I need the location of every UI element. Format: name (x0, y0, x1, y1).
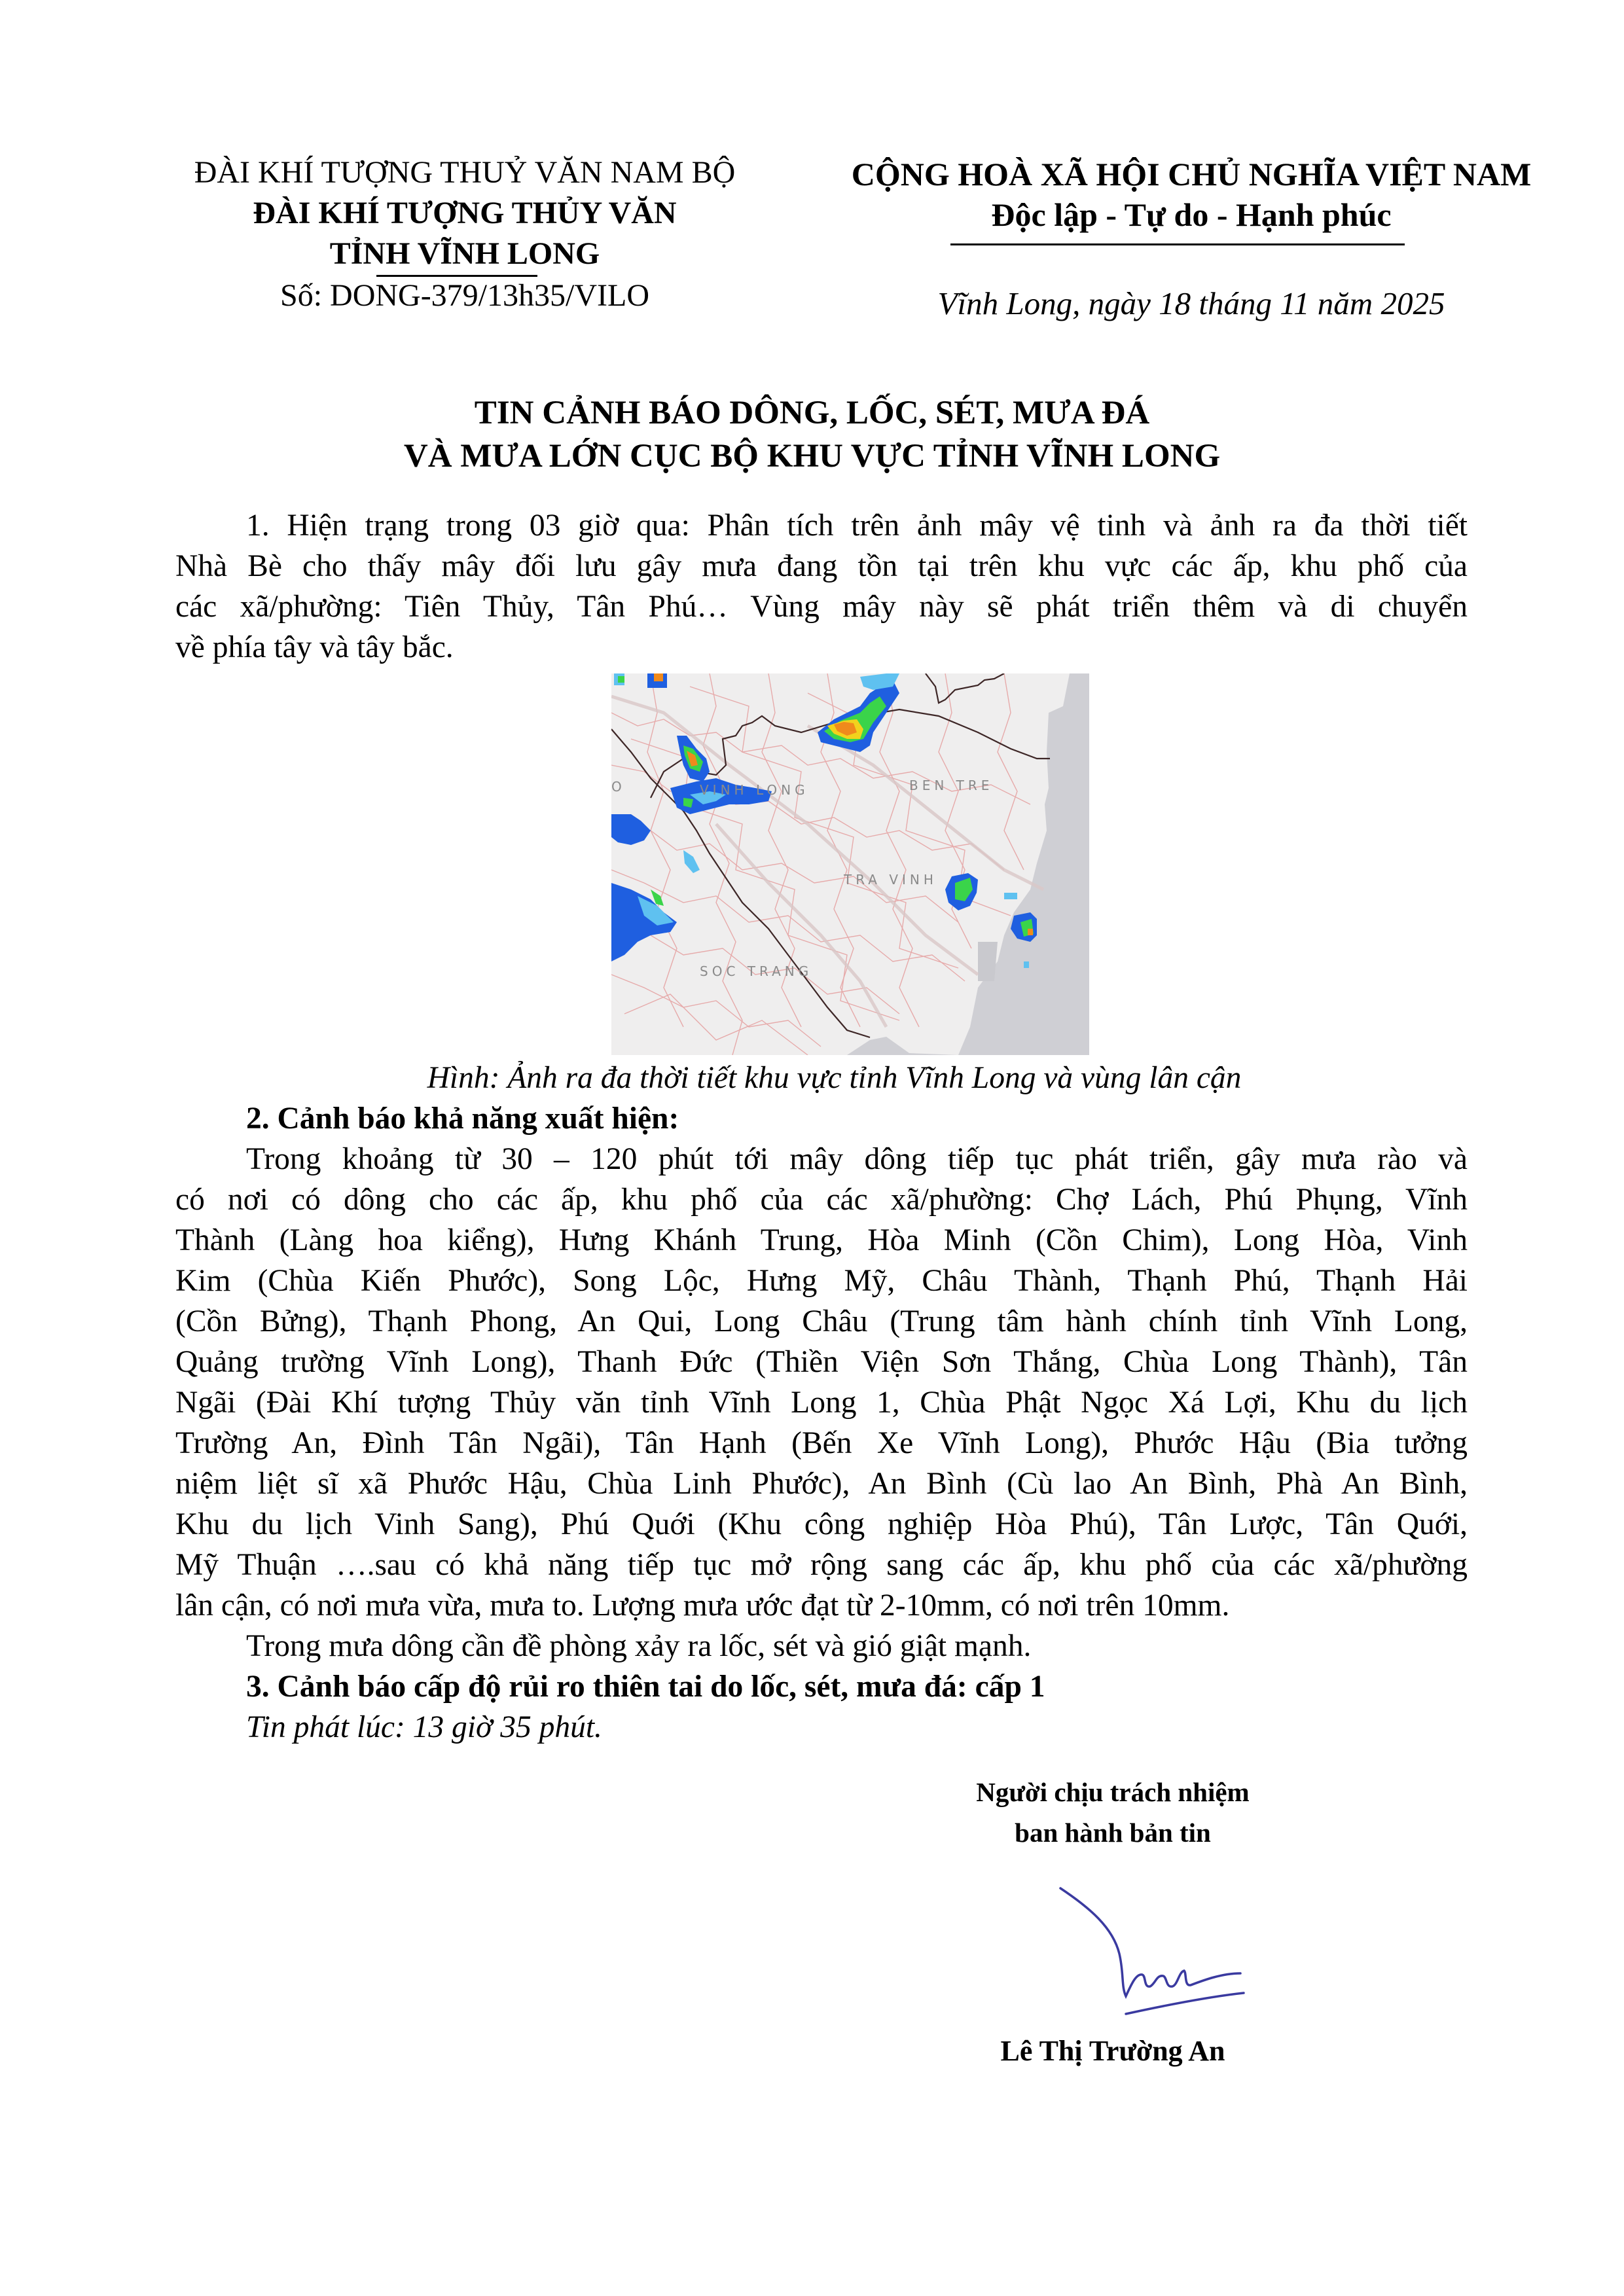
document-number: Số: DONG-379/13h35/VILO (280, 278, 649, 313)
document-title-line2: VÀ MƯA LỚN CỤC BỘ KHU VỰC TỈNH VĨNH LONG (403, 438, 1221, 475)
section-2-warning-body (175, 1139, 1468, 1626)
map-label-ben-tre: BEN TRE (909, 778, 994, 793)
section-1-line: về phía tây và tây bắc. (175, 630, 454, 664)
place-and-date: Vĩnh Long, ngày 18 tháng 11 năm 2025 (937, 285, 1445, 321)
section-2-line: Trường An, Đình Tân Ngãi), Tân Hạnh (Bến Xe Vĩnh Long), Phước Hậu (Bia tưởng (175, 1426, 1468, 1460)
section-2-line: (Cồn Bửng), Thạnh Phong, An Qui, Long Châu (Trung tâm hành chính tỉnh Vĩnh Long, (175, 1304, 1468, 1338)
motto-underline (950, 243, 1405, 245)
agency-parent: ĐÀI KHÍ TƯỢNG THUỶ VĂN NAM BỘ (194, 155, 736, 190)
section-2-line: Khu du lịch Vinh Sang), Phú Quới (Khu công nghiệp Hòa Phú), Tân Lược, Tân Quới, (175, 1507, 1468, 1541)
section-2-line: niệm liệt sĩ xã Phước Hậu, Chùa Linh Phước), An Bình (Cù lao An Bình, Phà An Bình, (175, 1467, 1468, 1501)
radar-echoes (611, 673, 1037, 968)
document-title-line1: TIN CẢNH BÁO DÔNG, LỐC, SÉT, MƯA ĐÁ (474, 395, 1150, 431)
section-1-line: các xã/phường: Tiên Thủy, Tân Phú… Vùng mây này sẽ phát triển thêm và di chuyển (175, 590, 1468, 624)
section-3-heading: 3. Cảnh báo cấp độ rủi ro thiên tai do lốc, sét, mưa đá: cấp 1 (246, 1670, 1045, 1704)
sea-area (847, 673, 1089, 1055)
section-1-line: 1. Hiện trạng trong 03 giờ qua: Phân tích trên ảnh mây vệ tinh và ảnh ra đa thời tiết (246, 509, 1468, 543)
signer-role-line2: ban hành bản tin (1015, 1818, 1211, 1848)
sea-inlet (978, 942, 998, 981)
section-2-line: Ngãi (Đài Khí tượng Thủy văn tỉnh Vĩnh Long 1, Chùa Phật Ngọc Xá Lợi, Khu du lịch (175, 1386, 1468, 1420)
section-2-line: Thành (Làng hoa kiểng), Hưng Khánh Trung, Hòa Minh (Cồn Chim), Long Hòa, Vinh (175, 1223, 1468, 1257)
map-label-soc-trang: SOC TRANG (700, 963, 813, 979)
map-label-tra-vinh: TRA VINH (844, 872, 937, 888)
country-name: CỘNG HOÀ XÃ HỘI CHỦ NGHĨA VIỆT NAM (851, 156, 1532, 192)
signature-graphic (979, 1862, 1280, 2032)
section-2-line: có nơi có dông cho các ấp, khu phố của các xã/phường: Chợ Lách, Phú Phụng, Vĩnh (175, 1183, 1468, 1217)
map-label-vinh-long: VINH LONG (700, 782, 809, 798)
section-2-line: Quảng trường Vĩnh Long), Thanh Đức (Thiền Viện Sơn Thắng, Chùa Long Thành), Tân (175, 1345, 1468, 1379)
handwritten-signature (979, 1862, 1280, 2032)
section-2-heading: 2. Cảnh báo khả năng xuất hiện: (246, 1102, 679, 1136)
agency-name-line2: TỈNH VĨNH LONG (329, 236, 600, 271)
section-2-line: Mỹ Thuận ….sau có khả năng tiếp tục mở rộng sang các ấp, khu phố của các xã/phường (175, 1548, 1468, 1582)
section-2-note: Trong mưa dông cần đề phòng xảy ra lốc, sét và gió giật mạnh. (246, 1629, 1032, 1663)
agency-underline (376, 275, 537, 277)
national-motto: Độc lập - Tự do - Hạnh phúc (991, 196, 1392, 233)
radar-map-image (611, 673, 1089, 1055)
section-2-line: Kim (Chùa Kiến Phước), Song Lộc, Hưng Mỹ, Châu Thành, Thạnh Phú, Thạnh Hải (175, 1264, 1468, 1298)
section-1-current-status (175, 505, 1468, 668)
section-1-line: Nhà Bè cho thấy mây đối lưu gây mưa đang tồn tại trên khu vực các ấp, khu phố của (175, 549, 1468, 583)
signer-name: Lê Thị Trường An (1000, 2035, 1225, 2067)
radar-map-graphic (611, 673, 1089, 1055)
section-2-line: Trong khoảng từ 30 – 120 phút tới mây dông tiếp tục phát triển, gây mưa rào và (246, 1142, 1468, 1176)
agency-name-line1: ĐÀI KHÍ TƯỢNG THỦY VĂN (253, 196, 677, 230)
section-2-line: lân cận, có nơi mưa vừa, mưa to. Lượng mưa ước đạt từ 2-10mm, có nơi trên 10mm. (175, 1588, 1230, 1623)
map-label-partial-left: O (611, 779, 626, 795)
figure-caption: Hình: Ảnh ra đa thời tiết khu vực tỉnh Vĩnh Long và vùng lân cận (427, 1061, 1242, 1095)
issued-time: Tin phát lúc: 13 giờ 35 phút. (246, 1710, 602, 1744)
signer-role-line1: Người chịu trách nhiệm (976, 1777, 1250, 1807)
